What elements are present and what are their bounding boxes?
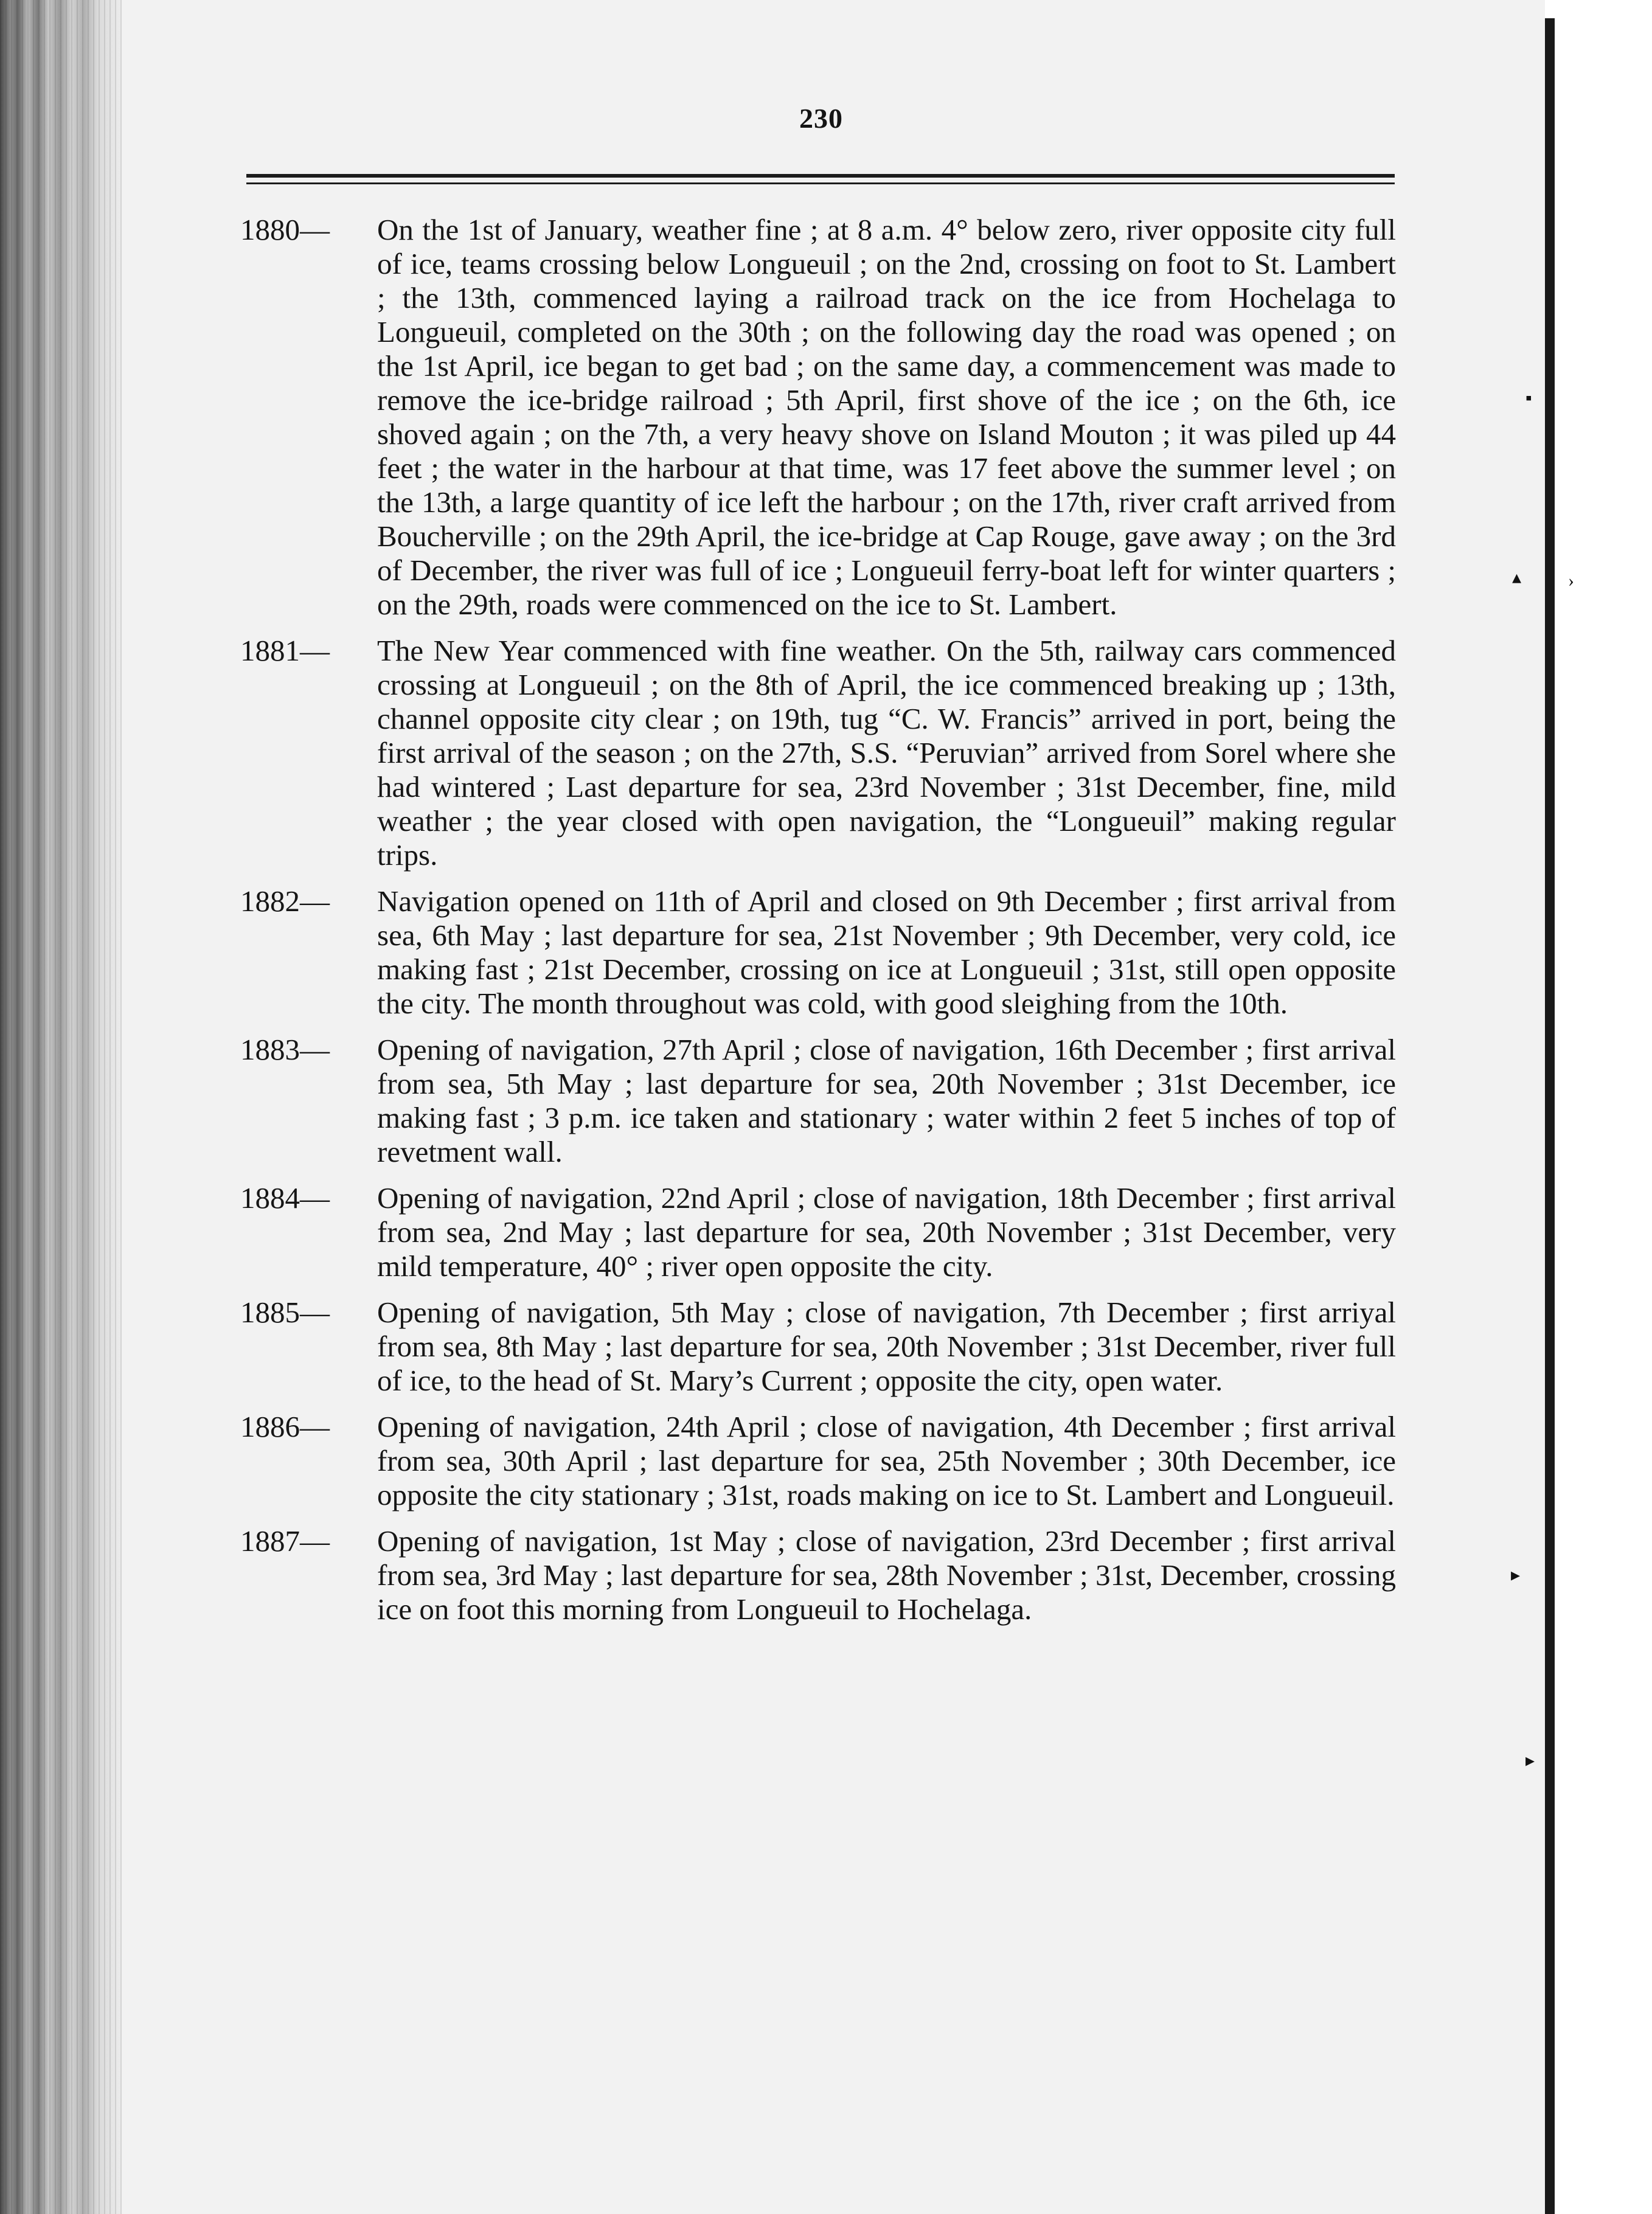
entry-text: On the 1st of January, weather fine ; at 8 a.m. 4° below zero, river opposite city full of ice, teams crossing below Longueuil ; on the 2nd, crossing on foot to St. Lambert ; the 13th, commenced laying a railroad track on the ice from Hochelaga to Longueuil, completed on the 30th ; on the following day the road was opened ; on the 1st April, ice began to get bad ; on the same day, a commencement was made to remove the ice-bridge railroad ; 5th April, first shove of the ice ; on the 6th, ice shoved again ; on the 7th, a very heavy shove on Island Mouton ; it was piled up 44 feet ; the water in the harbour at that time, was 17 feet above the summer level ; on the 13th, a large quantity of ice left the harbour ; on the 17th, river craft arrived from Boucherville ; on the 29th April, the ice-bridge at Cap Rouge, gave away ; on the 3rd of December, the river was full of ice ; Longueuil ferry-boat left for winter quarters ; on the 29th, roads were commenced on the ice to St. Lambert. xyxy=(377,213,1396,621)
year-entry-1887 xyxy=(240,1524,1396,1626)
page-stack-lines xyxy=(0,0,122,2214)
entry-year: 1883— xyxy=(240,1033,330,1066)
margin-speck: ▸ xyxy=(1525,1751,1535,1771)
entry-text: Navigation opened on 11th of April and closed on 9th December ; first arrival from sea, 6th May ; last departure for sea, 21st November ; 9th December, very cold, ice making fast ; 21st December, crossing on ice at Longueuil ; 31st, still open opposite the city. The month throughout was cold, with good sleighing from the 10th. xyxy=(377,884,1396,1020)
entry-text: The New Year commenced with fine weather. On the 5th, railway cars commenced crossing at Longueuil ; on the 8th of April, the ice commenced breaking up ; 13th, channel opposite city clear ; on 19th, tug “C. W. Francis” arrived in port, being the first arrival of the season ; on the 27th, S.S. “Peruvian” arrived from Sorel where she had wintered ; Last departure for sea, 23rd November ; 31st December, fine, mild weather ; the year closed with open navigation, the “Longueuil” making regular trips. xyxy=(377,634,1396,872)
entry-text: Opening of navigation, 27th April ; close of navigation, 16th December ; first arrival from sea, 5th May ; last departure for sea, 20th November ; 31st December, ice making fast ; 3 p.m. ice taken and stationary ; water within 2 feet 5 inches of top of revetment wall. xyxy=(377,1033,1396,1168)
margin-speck: › xyxy=(1568,571,1574,591)
entry-year: 1887— xyxy=(240,1524,330,1558)
margin-speck: ▪ xyxy=(1525,388,1532,408)
year-entry-1885 xyxy=(240,1296,1396,1398)
entry-year: 1882— xyxy=(240,884,330,918)
year-entry-1880 xyxy=(240,213,1396,622)
right-margin xyxy=(1545,0,1652,2214)
year-entry-1883 xyxy=(240,1033,1396,1169)
entry-year: 1880— xyxy=(240,213,330,246)
margin-speck: ▸ xyxy=(1511,1565,1521,1585)
entry-text: Opening of navigation, 5th May ; close of navigation, 7th December ; first arriyal from sea, 8th May ; last departure for sea, 20th November ; 31st December, river full of ice, to the head of St. Mary’s Current ; opposite the city, open water. xyxy=(377,1296,1396,1397)
entry-text: Opening of navigation, 22nd April ; close of navigation, 18th December ; first arrival from sea, 2nd May ; last departure for sea, 20th November ; 31st December, very mild temperature, 40° ; river open opposite the city. xyxy=(377,1181,1396,1283)
entry-year: 1885— xyxy=(240,1296,330,1329)
year-entry-1882 xyxy=(240,884,1396,1021)
right-border-rule xyxy=(1545,18,1555,2214)
year-entry-1886 xyxy=(240,1410,1396,1512)
year-entry-1884 xyxy=(240,1181,1396,1283)
margin-speck: ▴ xyxy=(1512,567,1522,588)
entry-year: 1884— xyxy=(240,1181,330,1215)
chronology-entries xyxy=(240,213,1396,1639)
header-rule-thin xyxy=(246,182,1395,184)
page-number: 230 xyxy=(799,103,843,134)
entry-year: 1881— xyxy=(240,634,330,667)
entry-year: 1886— xyxy=(240,1410,330,1443)
header-rule-thick xyxy=(246,174,1395,178)
entry-text: Opening of navigation, 24th April ; close of navigation, 4th December ; first arrival from sea, 30th April ; last departure for sea, 25th November ; 30th December, ice opposite the city stationary ; 31st, roads making on ice to St. Lambert and Longueuil. xyxy=(377,1410,1396,1511)
year-entry-1881 xyxy=(240,634,1396,872)
entry-text: Opening of navigation, 1st May ; close of navigation, 23rd December ; first arrival from sea, 3rd May ; last departure for sea, 28th November ; 31st, December, crossing ice on foot this morning from Longueuil to Hochelaga. xyxy=(377,1524,1396,1626)
